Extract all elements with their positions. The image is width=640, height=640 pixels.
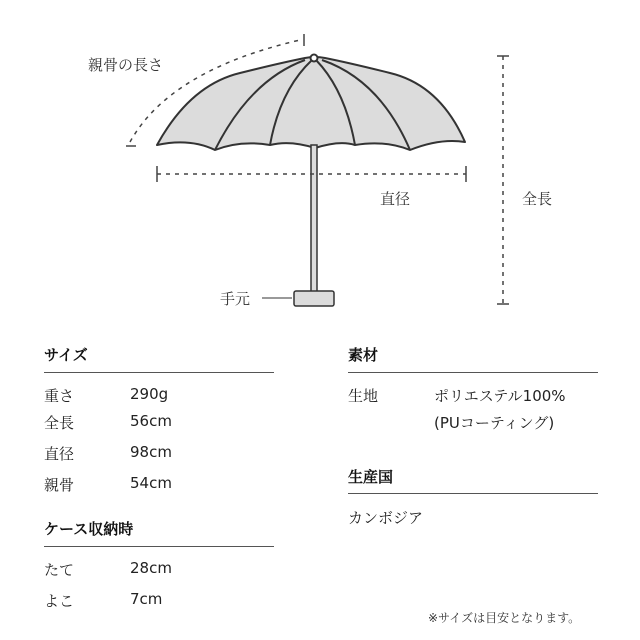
- case-row-value: 28cm: [130, 559, 172, 577]
- origin-value: カンボジア: [348, 509, 424, 527]
- material-heading: 素材: [348, 346, 379, 364]
- case-row-width: [44, 590, 274, 610]
- rib-length-label: 親骨の長さ: [88, 56, 164, 74]
- umbrella-handle: [294, 291, 334, 306]
- case-row-height: [44, 559, 274, 579]
- case-row-label: よこ: [44, 592, 75, 610]
- case-divider: [44, 546, 274, 547]
- size-row-label: 全長: [44, 414, 75, 432]
- material-coating: (PUコーティング): [434, 414, 555, 432]
- size-row-label: 直径: [44, 445, 75, 463]
- size-row-total: [44, 412, 274, 432]
- size-disclaimer: ※サイズは目安となります。: [428, 611, 581, 625]
- size-row-value: 56cm: [130, 412, 172, 430]
- diameter-label: 直径: [380, 190, 411, 208]
- handle-label: 手元: [220, 290, 251, 308]
- size-row-value: 98cm: [130, 443, 172, 461]
- size-divider: [44, 372, 274, 373]
- case-row-label: たて: [44, 561, 75, 579]
- origin-heading: 生産国: [348, 468, 394, 486]
- size-row-value: 290g: [130, 385, 169, 403]
- size-row-value: 54cm: [130, 474, 172, 492]
- umbrella-tip: [311, 55, 318, 62]
- size-row-label: 重さ: [44, 387, 75, 405]
- material-divider: [348, 372, 598, 373]
- total-length-label: 全長: [522, 190, 553, 208]
- size-heading: サイズ: [44, 346, 88, 364]
- material-value: ポリエステル100%: [434, 387, 566, 405]
- umbrella-canopy: [157, 57, 465, 150]
- case-row-value: 7cm: [130, 590, 163, 608]
- case-heading: ケース収納時: [44, 520, 134, 538]
- size-row-rib: [44, 474, 274, 494]
- size-row-weight: [44, 385, 274, 405]
- size-row-diameter: [44, 443, 274, 463]
- size-row-label: 親骨: [44, 476, 75, 494]
- umbrella-shaft: [311, 145, 317, 293]
- origin-divider: [348, 493, 598, 494]
- material-label: 生地: [348, 387, 379, 405]
